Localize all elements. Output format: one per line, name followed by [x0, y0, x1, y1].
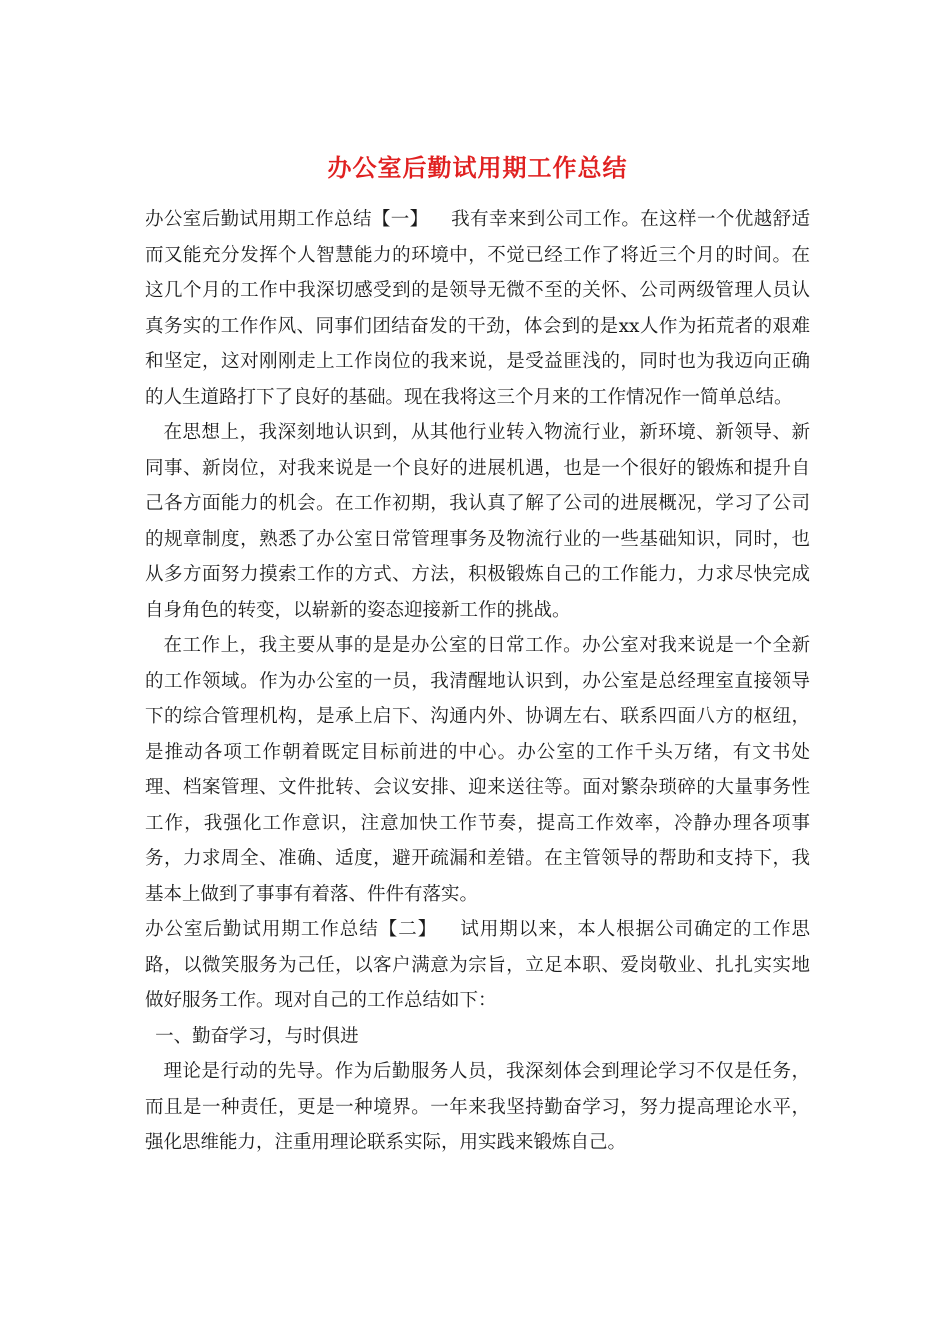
section-1-paragraph-3: 在工作上，我主要从事的是是办公室的日常工作。办公室对我来说是一个全新的工作领域。作为办公室的一员，我清醒地认识到，办公室是总经理室直接领导下的综合管理机构，是承上启下、沟通内外、协调左右、联系四面八方的枢纽，是推动各项工作朝着既定目标前进的中心。办公室的工作千头万绪，有文书处理、档案管理、文件批转、会议安排、迎来送往等。面对繁杂琐碎的大量事务性工作，我强化工作意识，注意加快工作节奏，提高工作效率，冷静办理各项事务，力求周全、准确、适度，避开疏漏和差错。在主管领导的帮助和支持下，我基本上做到了事事有着落、件件有落实。	[145, 635, 810, 905]
document-page	[145, 148, 810, 1161]
section-2-paragraph-1: 试用期以来，本人根据公司确定的工作思路，以微笑服务为己任，以客户满意为宗旨，立足本职、爱岗敬业、扎扎实实地做好服务工作。现对自己的工作总结如下：	[145, 919, 810, 1011]
section-2-paragraph-2: 理论是行动的先导。作为后勤服务人员，我深刻体会到理论学习不仅是任务，而且是一种责任，更是一种境界。一年来我坚持勤奋学习，努力提高理论水平，强化思维能力，注重用理论联系实际，用实践来锻炼自己。	[145, 1061, 810, 1153]
section-1-intro-paragraph	[145, 202, 810, 415]
section-2-intro-paragraph	[145, 912, 810, 1019]
section-1-paragraph-2: 在思想上，我深刻地认识到，从其他行业转入物流行业，新环境、新领导、新同事、新岗位，对我来说是一个良好的进展机遇，也是一个很好的锻炼和提升自己各方面能力的机会。在工作初期，我认真了解了公司的进展概况，学习了公司的规章制度，熟悉了办公室日常管理事务及物流行业的一些基础知识，同时，也从多方面努力摸索工作的方式、方法，积极锻炼自己的工作能力，力求尽快完成自身角色的转变，以崭新的姿态迎接新工作的挑战。	[145, 422, 810, 621]
section-2-subheading: 一、勤奋学习，与时俱进	[155, 1025, 359, 1047]
section-1-heading: 办公室后勤试用期工作总结【一】	[145, 209, 429, 230]
section-1-paragraph-1: 我有幸来到公司工作。在这样一个优越舒适而又能充分发挥个人智慧能力的环境中，不觉已经工作了将近三个月的时间。在这几个月的工作中我深切感受到的是领导无微不至的关怀、公司两级管理人员认真务实的工作作风、同事们团结奋发的干劲，体会到的是xx人作为拓荒者的艰难和坚定，这对刚刚走上工作岗位的我来说，是受益匪浅的，同时也为我迈向正确的人生道路打下了良好的基础。现在我将这三个月来的工作情况作一简单总结。	[145, 209, 810, 408]
section-2-heading: 办公室后勤试用期工作总结【二】	[145, 919, 438, 940]
document-title: 办公室后勤试用期工作总结	[327, 153, 628, 182]
